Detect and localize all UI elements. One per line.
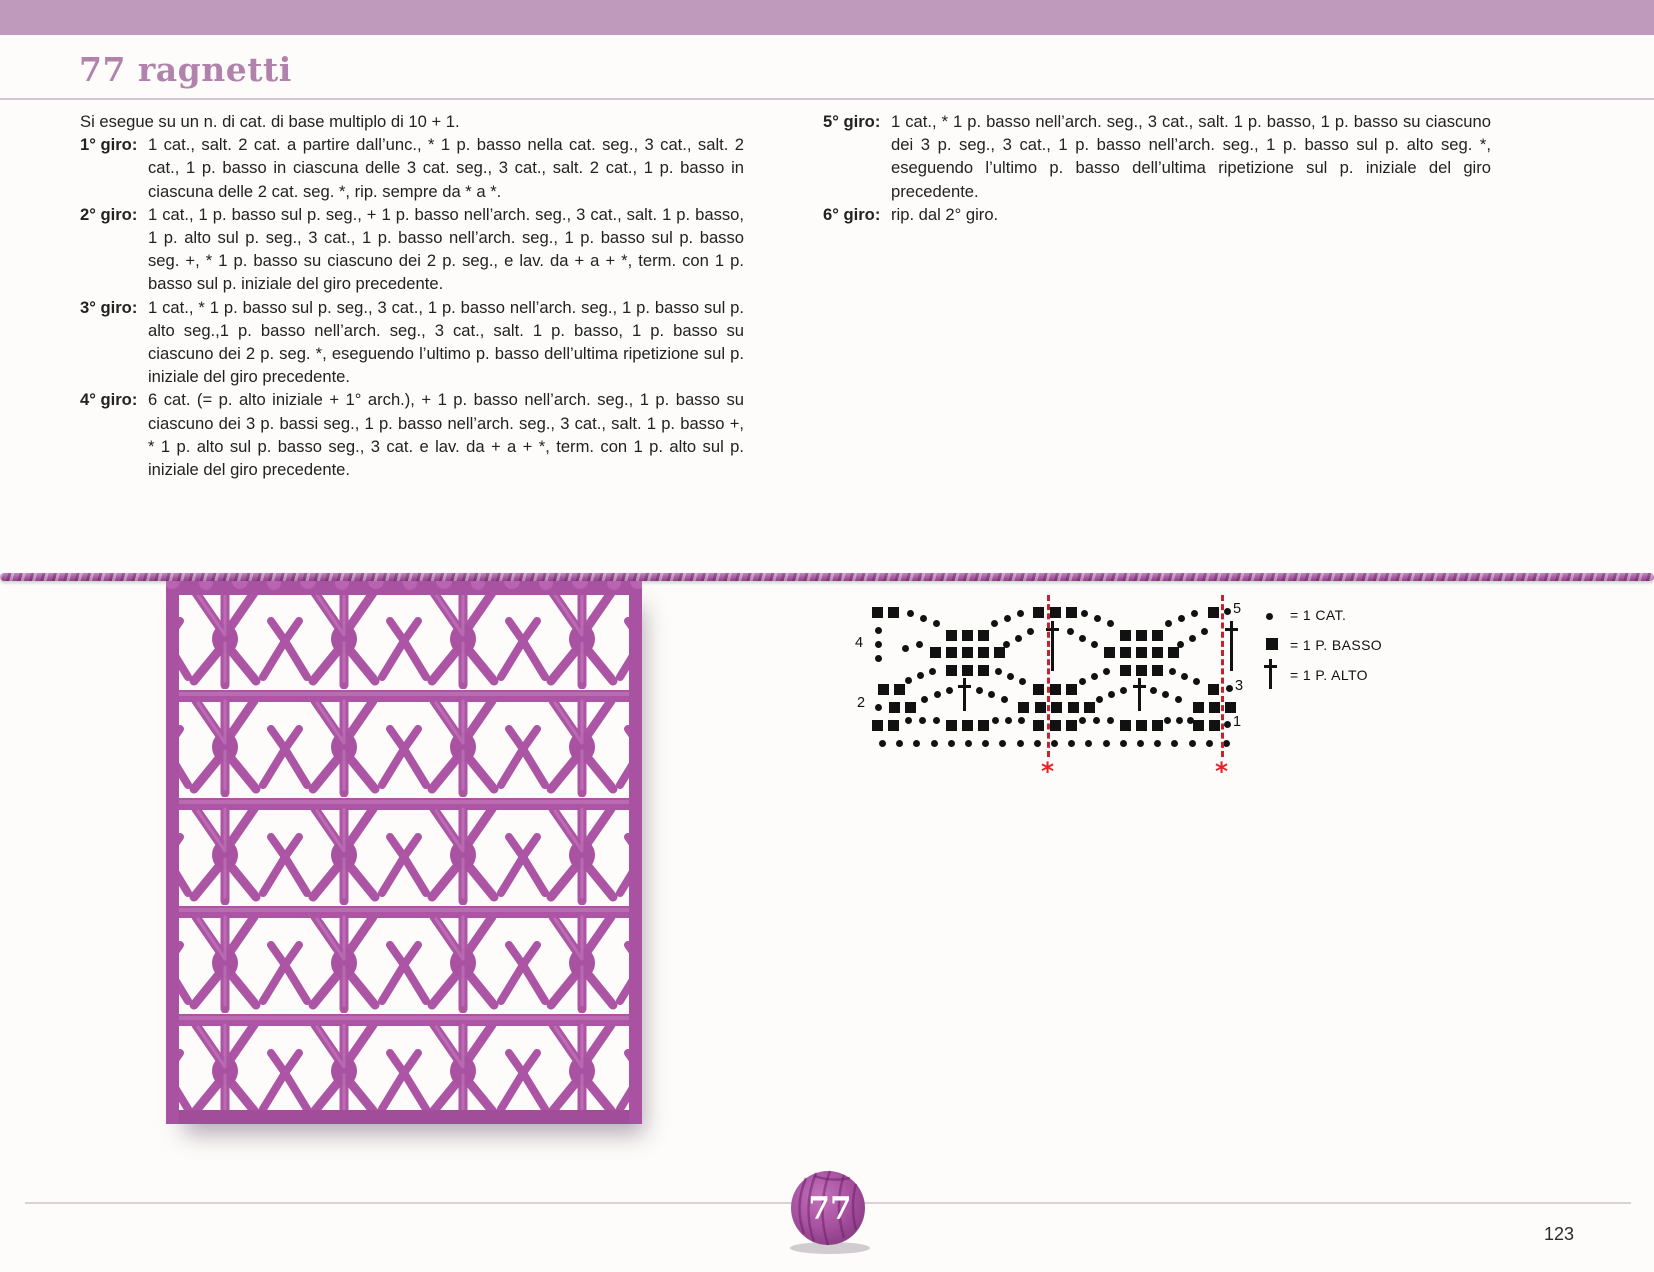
single-crochet-symbol bbox=[1208, 684, 1219, 695]
chain-symbol bbox=[1107, 717, 1114, 724]
round-label: 5° giro: bbox=[823, 112, 881, 131]
chain-symbol bbox=[1224, 608, 1231, 615]
single-crochet-symbol bbox=[872, 607, 883, 618]
chain-symbol bbox=[1091, 673, 1098, 680]
single-crochet-symbol bbox=[962, 665, 973, 676]
row-number-label: 1 bbox=[1233, 714, 1242, 730]
single-crochet-symbol bbox=[1084, 702, 1095, 713]
ball-number: 77 bbox=[808, 1191, 852, 1227]
chain-symbol bbox=[917, 672, 924, 679]
chain-symbol bbox=[1096, 696, 1103, 703]
repeat-marker-line bbox=[1221, 595, 1224, 757]
chain-symbol bbox=[1226, 685, 1233, 692]
legend-item bbox=[1266, 630, 1382, 660]
round-text: rip. dal 2° giro. bbox=[891, 204, 999, 224]
chain-dot-icon bbox=[1266, 607, 1290, 623]
single-crochet-symbol bbox=[1152, 647, 1163, 658]
chain-symbol bbox=[1018, 717, 1025, 724]
single-crochet-symbol bbox=[1050, 607, 1061, 618]
single-crochet-symbol bbox=[1066, 607, 1077, 618]
legend-text: = 1 CAT. bbox=[1290, 607, 1347, 623]
double-crochet-symbol bbox=[1138, 678, 1141, 711]
chain-symbol bbox=[1120, 687, 1127, 694]
chain-symbol bbox=[1017, 610, 1024, 617]
chain-symbol bbox=[1019, 678, 1026, 685]
round-label: 3° giro: bbox=[80, 297, 138, 317]
title-divider-rule bbox=[0, 98, 1654, 100]
chain-symbol bbox=[1103, 668, 1110, 675]
single-crochet-symbol bbox=[978, 630, 989, 641]
round-instruction bbox=[823, 203, 1491, 226]
row-number-label: 4 bbox=[855, 635, 864, 651]
chain-symbol bbox=[919, 717, 926, 724]
chain-symbol bbox=[1171, 740, 1178, 747]
chain-symbol bbox=[1079, 635, 1086, 642]
round-text: 1 cat., * 1 p. basso sul p. seg., 3 cat., 1 p. basso nell’arch. seg., 1 p. basso sul p. alto seg.,1 p. basso nell’arch. seg., 3 cat., salt. 1 p. basso, 1 p. basso su ciascuno dei 2 p. seg. *, eseguendo l’ultimo p. basso dell’ultima ripetizione sul p. iniziale del giro precedente. bbox=[148, 297, 744, 387]
single-crochet-symbol bbox=[962, 720, 973, 731]
double-crochet-symbol bbox=[963, 678, 966, 711]
chain-symbol bbox=[905, 717, 912, 724]
single-crochet-symbol bbox=[1033, 684, 1044, 695]
round-instruction bbox=[80, 133, 744, 203]
legend-text: = 1 P. BASSO bbox=[1290, 637, 1383, 653]
chain-symbol bbox=[1004, 615, 1011, 622]
single-crochet-symbol bbox=[1193, 720, 1204, 731]
chain-symbol bbox=[1007, 673, 1014, 680]
round-text: 1 cat., salt. 2 cat. a partire dall’unc., * 1 p. basso nella cat. seg., 3 cat., salt. 2 cat., 1 p. basso in ciascuna delle 3 cat. seg., 3 cat., salt. 2 cat., 1 p. basso in ciascuna delle 2 cat. seg. *, rip. sempre da * a *. bbox=[148, 135, 744, 201]
chain-symbol bbox=[965, 740, 972, 747]
single-crochet-symbol bbox=[1209, 720, 1220, 731]
chain-symbol bbox=[1154, 740, 1161, 747]
chain-symbol bbox=[929, 668, 936, 675]
single-crochet-symbol bbox=[1050, 720, 1061, 731]
single-crochet-symbol bbox=[978, 647, 989, 658]
chain-symbol bbox=[907, 610, 914, 617]
single-crochet-symbol bbox=[1136, 647, 1147, 658]
chain-symbol bbox=[875, 704, 882, 711]
chain-symbol bbox=[1224, 721, 1231, 728]
chain-symbol bbox=[1051, 740, 1058, 747]
round-instruction bbox=[80, 203, 744, 296]
double-crochet-symbol bbox=[1051, 621, 1054, 671]
chain-symbol bbox=[875, 641, 882, 648]
chain-symbol bbox=[1093, 717, 1100, 724]
crochet-swatch-photo bbox=[166, 581, 642, 1124]
yarn-ball-badge bbox=[786, 1164, 872, 1261]
chain-symbol bbox=[1223, 740, 1230, 747]
single-crochet-symbol bbox=[872, 720, 883, 731]
chain-symbol bbox=[999, 740, 1006, 747]
chain-symbol bbox=[879, 740, 886, 747]
chain-symbol bbox=[995, 668, 1002, 675]
single-crochet-symbol bbox=[994, 647, 1005, 658]
single-crochet-symbol bbox=[978, 720, 989, 731]
chain-symbol bbox=[1091, 641, 1098, 648]
round-label: 6° giro: bbox=[823, 204, 881, 224]
chain-symbol bbox=[1027, 628, 1034, 635]
single-crochet-symbol bbox=[930, 647, 941, 658]
hanging-yarn-strand bbox=[0, 573, 1654, 581]
chain-symbol bbox=[1079, 717, 1086, 724]
round-instruction bbox=[823, 110, 1491, 203]
single-crochet-symbol bbox=[1120, 665, 1131, 676]
single-crochet-symbol bbox=[1136, 630, 1147, 641]
single-crochet-symbol bbox=[1033, 607, 1044, 618]
rounds-list-right bbox=[823, 110, 1491, 226]
chain-symbol bbox=[902, 645, 909, 652]
single-crochet-symbol bbox=[888, 607, 899, 618]
chain-symbol bbox=[1120, 740, 1127, 747]
single-crochet-symbol bbox=[946, 665, 957, 676]
round-label: 2° giro: bbox=[80, 204, 138, 224]
repeat-asterisk: * bbox=[1215, 757, 1229, 786]
chain-symbol bbox=[931, 740, 938, 747]
single-crochet-symbol bbox=[1136, 720, 1147, 731]
chain-symbol bbox=[982, 740, 989, 747]
chain-symbol bbox=[1193, 678, 1200, 685]
chain-symbol bbox=[1177, 641, 1184, 648]
instructions-left-column bbox=[80, 110, 744, 481]
lace-texture bbox=[166, 581, 642, 1124]
single-crochet-symbol bbox=[1120, 720, 1131, 731]
chain-symbol bbox=[920, 615, 927, 622]
single-crochet-symbol bbox=[1136, 665, 1147, 676]
chain-symbol bbox=[905, 677, 912, 684]
single-crochet-symbol bbox=[1208, 607, 1219, 618]
chain-symbol bbox=[948, 740, 955, 747]
row-number-label: 5 bbox=[1233, 601, 1242, 617]
chain-symbol bbox=[1017, 740, 1024, 747]
top-color-bar bbox=[0, 0, 1654, 35]
instructions-right-column bbox=[823, 110, 1491, 226]
single-crochet-symbol bbox=[889, 702, 900, 713]
round-label: 4° giro: bbox=[80, 390, 138, 410]
chart-legend bbox=[1266, 600, 1382, 690]
single-crochet-symbol bbox=[1168, 647, 1179, 658]
single-crochet-symbol bbox=[1209, 702, 1220, 713]
round-instruction bbox=[80, 388, 744, 481]
chain-symbol bbox=[1165, 620, 1172, 627]
single-crochet-symbol bbox=[888, 720, 899, 731]
single-crochet-symbol bbox=[1120, 630, 1131, 641]
round-text: 1 cat., * 1 p. basso nell’arch. seg., 3 cat., salt. 1 p. basso, 1 p. basso su ciascuno dei 3 p. seg., 3 cat., 1 p. basso nell’arch. seg., 1 p. basso sul p. alto seg. *, eseguendo l’ultimo p. basso dell’ultima ripetizione sul p. iniziale del giro precedente. bbox=[891, 112, 1491, 201]
single-crochet-symbol bbox=[1068, 702, 1079, 713]
chain-symbol bbox=[1015, 635, 1022, 642]
single-crochet-symbol bbox=[962, 630, 973, 641]
chain-symbol bbox=[1137, 740, 1144, 747]
chain-symbol bbox=[1001, 696, 1008, 703]
chain-symbol bbox=[934, 691, 941, 698]
chain-symbol bbox=[1108, 691, 1115, 698]
chain-symbol bbox=[1079, 678, 1086, 685]
row-number-label: 3 bbox=[1235, 678, 1244, 694]
single-crochet-symbol bbox=[1152, 665, 1163, 676]
chain-symbol bbox=[1176, 717, 1183, 724]
chain-symbol bbox=[1175, 696, 1182, 703]
chain-symbol bbox=[991, 620, 998, 627]
chain-symbol bbox=[875, 627, 882, 634]
chain-symbol bbox=[933, 717, 940, 724]
chain-symbol bbox=[1034, 740, 1041, 747]
round-text: 6 cat. (= p. alto iniziale + 1° arch.), + 1 p. basso nell’arch. seg., 1 p. basso su ciascuno dei 3 p. bassi seg., 1 p. basso nell’arch. seg., 3 cat., salt. 1 p. basso +, * 1 p. alto sul p. basso seg., 3 cat. e lav. da + a + *, term. con 1 p. alto sul p. iniziale del giro precedente. bbox=[148, 390, 744, 480]
single-crochet-symbol bbox=[894, 684, 905, 695]
chain-symbol bbox=[1103, 740, 1110, 747]
chain-symbol bbox=[1094, 615, 1101, 622]
chain-symbol bbox=[1181, 673, 1188, 680]
round-text: 1 cat., 1 p. basso sul p. seg., + 1 p. basso nell’arch. seg., 3 cat., salt. 1 p. basso, 1 p. alto sul p. seg., 3 cat., 1 p. basso nell’arch. seg., 1 p. basso sul p. basso seg. +, * 1 p. basso su ciascuno dei 2 p. seg., e lav. da + a + *, term. con 1 p. basso sul p. iniziale del giro precedente. bbox=[148, 204, 744, 294]
chain-symbol bbox=[1178, 615, 1185, 622]
chain-symbol bbox=[1003, 641, 1010, 648]
stitch-chart bbox=[853, 595, 1265, 795]
chain-symbol bbox=[1005, 717, 1012, 724]
chain-symbol bbox=[1201, 628, 1208, 635]
chain-symbol bbox=[1067, 628, 1074, 635]
single-crochet-symbol bbox=[1152, 630, 1163, 641]
single-crochet-symbol bbox=[1104, 647, 1115, 658]
single-crochet-symbol bbox=[878, 684, 889, 695]
repeat-asterisk: * bbox=[1041, 757, 1055, 786]
chain-symbol bbox=[988, 691, 995, 698]
single-crochet-symbol bbox=[905, 702, 916, 713]
single-crochet-symbol bbox=[1066, 720, 1077, 731]
round-label: 1° giro: bbox=[80, 135, 138, 155]
repeat-marker-line bbox=[1047, 595, 1050, 757]
chain-symbol bbox=[976, 687, 983, 694]
single-crochet-symbol bbox=[1120, 647, 1131, 658]
page-number: 123 bbox=[1543, 1224, 1574, 1244]
single-crochet-symbol bbox=[978, 665, 989, 676]
legend-text: = 1 P. ALTO bbox=[1290, 667, 1368, 683]
single-crochet-symbol bbox=[1152, 720, 1163, 731]
chain-symbol bbox=[992, 717, 999, 724]
row-number-label: 2 bbox=[857, 695, 866, 711]
round-instruction bbox=[80, 296, 744, 389]
chain-symbol bbox=[1107, 620, 1114, 627]
single-crochet-symbol bbox=[1018, 702, 1029, 713]
single-crochet-symbol bbox=[946, 630, 957, 641]
chain-symbol bbox=[1081, 610, 1088, 617]
single-crochet-symbol bbox=[1051, 702, 1062, 713]
single-crochet-symbol bbox=[946, 647, 957, 658]
single-crochet-symbol bbox=[962, 647, 973, 658]
chain-symbol bbox=[1085, 740, 1092, 747]
single-crochet-symbol bbox=[1035, 702, 1046, 713]
single-crochet-symbol bbox=[946, 720, 957, 731]
chain-symbol bbox=[933, 620, 940, 627]
single-crochet-symbol bbox=[1033, 720, 1044, 731]
chain-symbol bbox=[946, 687, 953, 694]
single-crochet-symbol bbox=[1193, 702, 1204, 713]
chain-symbol bbox=[921, 696, 928, 703]
chain-symbol bbox=[1164, 717, 1171, 724]
double-crochet-symbol bbox=[1230, 621, 1233, 671]
single-crochet-symbol bbox=[1225, 702, 1236, 713]
chain-symbol bbox=[1162, 691, 1169, 698]
chain-symbol bbox=[1150, 687, 1157, 694]
legend-item bbox=[1266, 660, 1382, 690]
single-crochet-symbol bbox=[1066, 684, 1077, 695]
chain-symbol bbox=[875, 655, 882, 662]
legend-item bbox=[1266, 600, 1382, 630]
chain-symbol bbox=[1068, 740, 1075, 747]
chain-symbol bbox=[1189, 740, 1196, 747]
chain-symbol bbox=[1189, 635, 1196, 642]
double-crochet-cross-icon bbox=[1266, 659, 1290, 692]
chain-symbol bbox=[1169, 668, 1176, 675]
pattern-intro: Si esegue su un n. di cat. di base multiplo di 10 + 1. bbox=[80, 112, 460, 131]
chain-symbol bbox=[896, 740, 903, 747]
chain-symbol bbox=[1187, 717, 1194, 724]
single-crochet-square-icon bbox=[1266, 637, 1290, 653]
chain-symbol bbox=[1206, 740, 1213, 747]
chain-symbol bbox=[913, 740, 920, 747]
page-title: 77 ragnetti bbox=[79, 50, 292, 89]
chain-symbol bbox=[916, 641, 923, 648]
single-crochet-symbol bbox=[1050, 684, 1061, 695]
chain-symbol bbox=[1191, 610, 1198, 617]
rounds-list-left bbox=[80, 133, 744, 481]
